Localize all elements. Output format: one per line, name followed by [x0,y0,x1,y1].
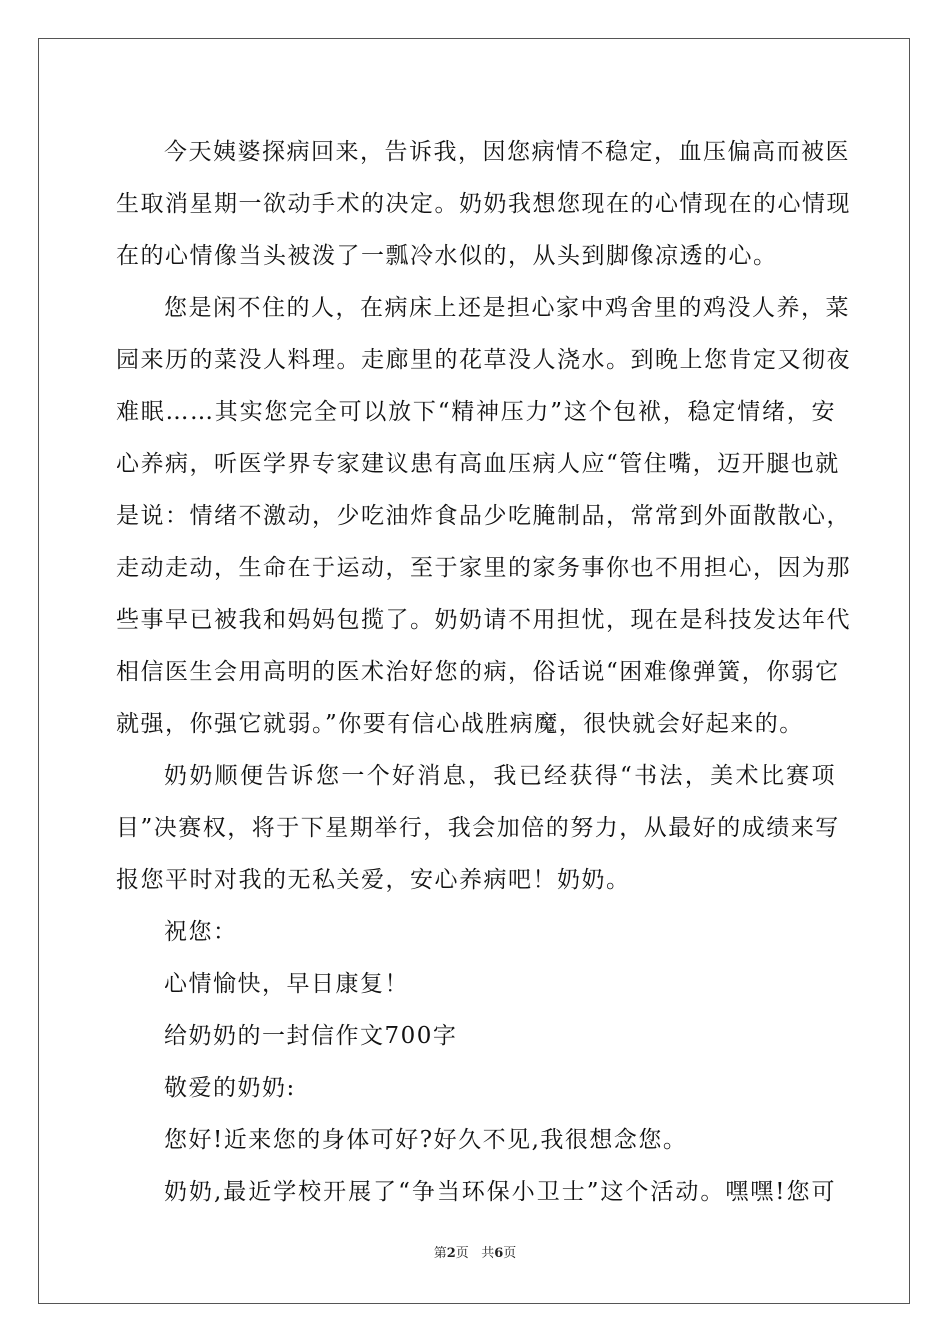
total-suffix: 页 [503,1246,517,1261]
total-prefix: 共 [481,1246,495,1261]
text-line: 您是闲不住的人，在病床上还是担心家中鸡舍里的鸡没人养，菜 [164,295,850,321]
text-line: 祝您： [164,919,238,945]
text-line: 走动走动，生命在于运动，至于家里的家务事你也不用担心，因为那 [116,555,851,581]
text-line: 报您平时对我的无私关爱，安心养病吧！奶奶。 [116,867,631,893]
text-line: 相信医生会用高明的医术治好您的病，俗话说“困难像弹簧，你弱它 [116,659,840,685]
page-suffix: 页 [455,1246,469,1261]
text-line: 就强，你强它就弱。”你要有信心战胜病魔，很快就会好起来的。 [116,711,804,737]
text-line: 今天姨婆探病回来，告诉我，因您病情不稳定，血压偏高而被医 [164,139,850,165]
text-line: 是说：情绪不激动，少吃油炸食品少吃腌制品，常常到外面散散心， [116,503,851,529]
text-line: 在的心情像当头被泼了一瓢冷水似的，从头到脚像凉透的心。 [116,243,778,269]
page-footer [0,1246,950,1262]
text-line: 奶奶顺便告诉您一个好消息，我已经获得“书法，美术比赛项 [164,763,836,789]
text-line: 您好!近来您的身体可好?好久不见,我很想念您。 [164,1127,688,1153]
text-line: 难眠……其实您完全可以放下“精神压力”这个包袱，稳定情绪，安 [116,399,836,425]
text-line: 心情愉快，早日康复！ [164,971,409,997]
text-line: 给奶奶的一封信作文700字 [164,1023,458,1049]
text-line: 心养病，听医学界专家建议患有高血压病人应“管住嘴，迈开腿也就 [116,451,840,477]
text-line: 敬爱的奶奶: [164,1075,296,1101]
page-prefix: 第 [433,1246,447,1261]
text-line: 园来历的菜没人料理。走廊里的花草没人浇水。到晚上您肯定又彻夜 [116,347,851,373]
text-line: 生取消星期一欲动手术的决定。奶奶我想您现在的心情现在的心情现 [116,191,851,217]
text-line: 目”决赛权，将于下星期举行，我会加倍的努力，从最好的成绩来写 [116,815,840,841]
letter-body [116,126,851,1218]
text-line: 奶奶,最近学校开展了“争当环保小卫士”这个活动。嘿嘿!您可 [164,1179,836,1205]
total-pages: 6 [494,1246,504,1261]
page-number: 2 [446,1246,456,1261]
text-line: 些事早已被我和妈妈包揽了。奶奶请不用担忧，现在是科技发达年代 [116,607,851,633]
